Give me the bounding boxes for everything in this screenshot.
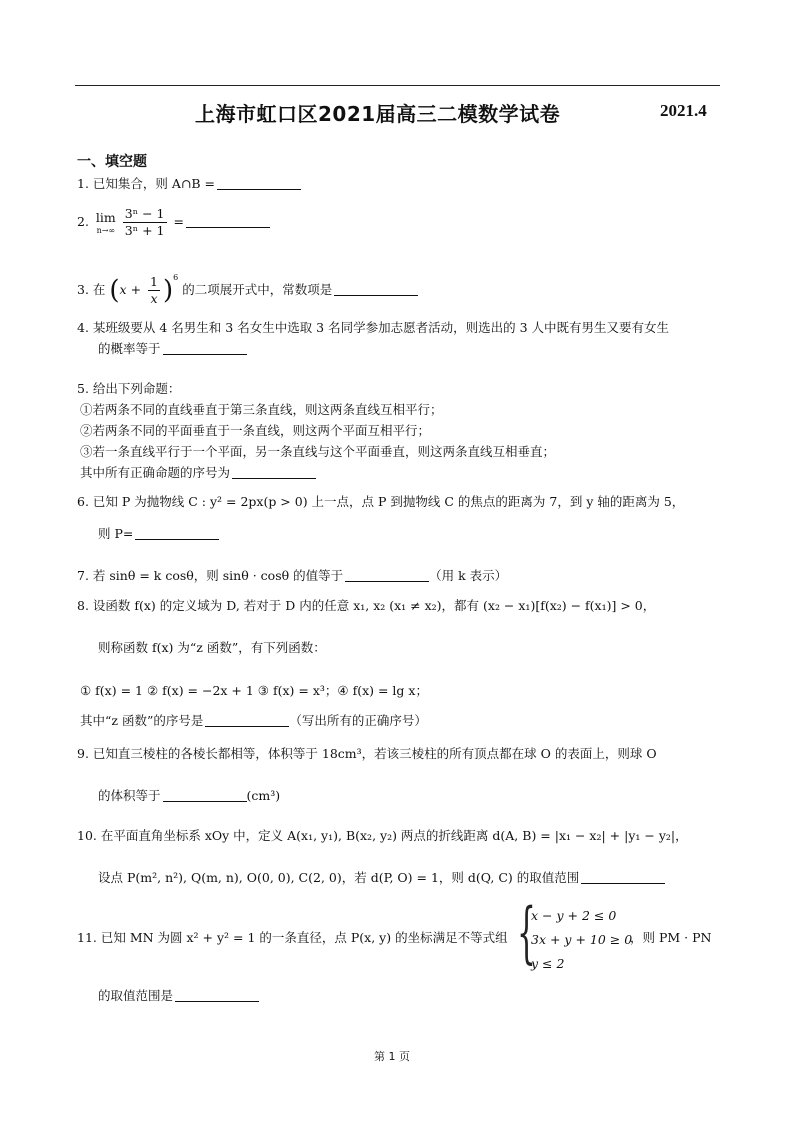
question-4-line-2: 的概率等于 (98, 341, 247, 357)
question-8-line-1: 8. 设函数 f(x) 的定义域为 D, 若对于 D 内的任意 x₁, x₂ (x₁ ≠ x₂)，都有 (x₂ − x₁)[f(x₂) − f(x₁)] > 0， (77, 598, 656, 613)
inequality-3: y ≤ 2 (531, 956, 565, 971)
header-rule (75, 85, 720, 86)
answer-blank-2[interactable] (186, 215, 270, 228)
inequality-1: x − y + 2 ≤ 0 (531, 908, 617, 923)
answer-blank-9[interactable] (163, 789, 247, 802)
question-5-item-2: ②若两条不同的平面垂直于一条直线，则这两个平面互相平行； (80, 423, 431, 438)
inequality-system (531, 904, 632, 976)
question-1-text: 1. 已知集合，则 A∩B = (77, 176, 216, 191)
question-3: 3. 在 (x + $\frac{1}{x}$ )$^6$ 的二项展开式中，常数项是 (77, 270, 418, 307)
question-6-line-1: 6. 已知 P 为抛物线 C : y² = 2px(p > 0) 上一点，点 P 到抛物线 C 的焦点的距离为 7，到 y 轴的距离为 5， (77, 494, 685, 509)
question-6-line-2: 则 P= (98, 526, 219, 542)
binomial-fraction: $\frac{1}{x}$ (150, 274, 158, 306)
question-2: 2. lim n→∞ $\frac{\text{3ⁿ − 1}}{\text{3ⁿ + 1}}$ = (77, 206, 270, 239)
question-11-left: 11. 已知 MN 为圆 x² + y² = 1 的一条直径，点 P(x, y) 的坐标满足不等式组 (77, 930, 508, 945)
answer-blank-10[interactable] (581, 871, 665, 884)
system-brace: { (517, 894, 536, 971)
answer-blank-1[interactable] (217, 177, 301, 190)
exam-date: 2021.4 (660, 101, 707, 120)
question-5-intro: 5. 给出下列命题： (77, 381, 181, 396)
page-footer: 第 1 页 (374, 1050, 410, 1063)
answer-blank-5[interactable] (232, 466, 316, 479)
answer-blank-8[interactable] (205, 714, 289, 727)
question-7: 7. 若 sinθ = k cosθ，则 sinθ · cosθ 的值等于 （用 k 表示） (77, 568, 508, 583)
answer-blank-6[interactable] (135, 527, 219, 540)
question-2-number: 2. (77, 214, 89, 229)
question-5-item-1: ①若两条不同的直线垂直于第三条直线，则这两条直线互相平行； (80, 402, 443, 417)
exam-title: 上海市虹口区2021届高三二模数学试卷 (195, 102, 561, 126)
question-1 (77, 176, 301, 192)
answer-blank-7[interactable] (345, 569, 429, 582)
question-11-line-2: 的取值范围是 (98, 988, 259, 1004)
question-8-line-2: 则称函数 f(x) 为“z 函数”，有下列函数： (98, 640, 326, 655)
answer-blank-4[interactable] (163, 342, 247, 355)
question-9-line-2: 的体积等于 (cm³) (98, 788, 281, 803)
question-10-line-1: 10. 在平面直角坐标系 xOy 中，定义 A(x₁, y₁), B(x₂, y₂) 两点的折线距离 d(A, B) = |x₁ − x₂| + |y₁ − y₂|， (77, 828, 688, 843)
question-11-right: ，则 PM · PN (630, 930, 712, 945)
question-5-item-3: ③若一条直线平行于一个平面，另一条直线与这个平面垂直，则这两条直线互相垂直； (80, 444, 556, 459)
answer-blank-11[interactable] (175, 989, 259, 1002)
limit-fraction: $\frac{\text{3ⁿ − 1}}{\text{3ⁿ + 1}}$ (124, 206, 165, 238)
question-4-line-1: 4. 某班级要从 4 名男生和 3 名女生中选取 3 名同学参加志愿者活动，则选出的 3 人中既有男生又要有女生 (77, 320, 670, 335)
question-5-last: 其中所有正确命题的序号为 (80, 465, 316, 481)
limit-operator: lim n→∞ (95, 210, 116, 235)
answer-blank-3[interactable] (334, 283, 418, 296)
section-title: 一、填空题 (77, 154, 147, 170)
question-9-line-1: 9. 已知直三棱柱的各棱长都相等，体积等于 18cm³，若该三棱柱的所有顶点都在球 O 的表面上，则球 O (77, 746, 657, 761)
question-10-line-2: 设点 P(m², n²), Q(m, n), O(0, 0), C(2, 0)，若 d(P, O) = 1，则 d(Q, C) 的取值范围 (98, 870, 665, 886)
inequality-2: 3x + y + 10 ≥ 0 (531, 932, 633, 947)
question-8-line-3: ① f(x) = 1 ② f(x) = −2x + 1 ③ f(x) = x³；④ f(x) = lg x； (80, 683, 428, 698)
question-8-line-4: 其中“z 函数”的序号是 （写出所有的正确序号） (80, 713, 427, 728)
